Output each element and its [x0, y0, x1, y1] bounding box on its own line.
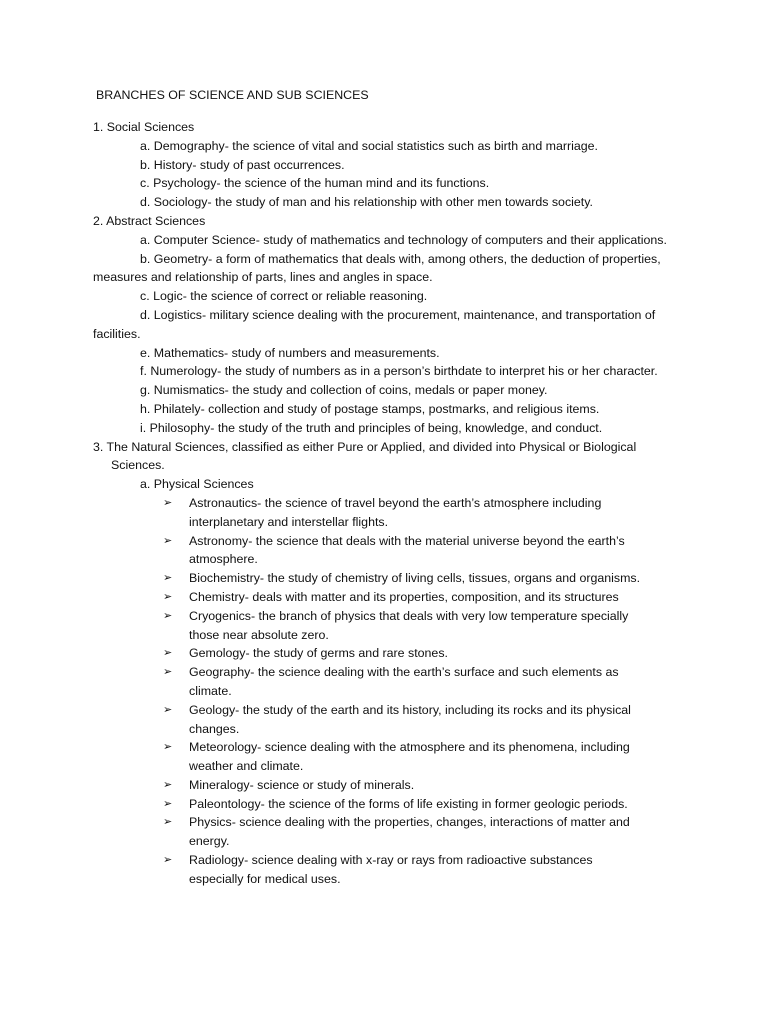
list-item-text: Mineralogy- science or study of minerals. [189, 777, 415, 792]
list-item: d. Sociology- the study of man and his relationship with other men towards society. [140, 195, 593, 210]
list-item [93, 701, 683, 739]
list-item [93, 532, 683, 570]
subheading-physical-sciences: a. Physical Sciences [140, 477, 254, 492]
list-item: i. Philosophy- the study of the truth and principles of being, knowledge, and conduct. [140, 420, 603, 435]
list-item [93, 569, 683, 588]
list-item: h. Philately- collection and study of postage stamps, postmarks, and religious items. [140, 401, 600, 416]
arrow-bullet-icon: ➢ [163, 741, 173, 754]
list-item-text: Physics- science dealing with the properties, changes, interactions of matter and energy. [189, 815, 630, 849]
list-item: d. Logistics- military science dealing with the procurement, maintenance, and transportation of facilities. [93, 307, 656, 341]
list-item [93, 644, 683, 663]
arrow-bullet-icon: ➢ [163, 703, 173, 716]
list-item-text: Biochemistry- the study of chemistry of living cells, tissues, organs and organisms. [189, 571, 641, 586]
list-item: e. Mathematics- study of numbers and measurements. [140, 345, 440, 360]
list-item-text: Geography- the science dealing with the earth’s surface and such elements as climate. [189, 665, 619, 698]
arrow-bullet-icon: ➢ [163, 778, 173, 791]
list-item: g. Numismatics- the study and collection of coins, medals or paper money. [140, 383, 548, 398]
list-item-text: Meteorology- science dealing with the atmosphere and its phenomena, including weather and climate. [189, 740, 630, 774]
list-item-text: Geology- the study of the earth and its history, including its rocks and its physical changes. [189, 702, 631, 736]
list-item [93, 795, 683, 814]
document-title: BRANCHES OF SCIENCE AND SUB SCIENCES [96, 88, 369, 102]
arrow-bullet-icon: ➢ [163, 816, 173, 829]
list-item: a. Computer Science- study of mathematics and technology of computers and their applications. [140, 232, 667, 247]
arrow-bullet-icon: ➢ [163, 797, 173, 810]
list-item: a. Demography- the science of vital and social statistics such as birth and marriage. [140, 138, 598, 153]
arrow-bullet-icon: ➢ [163, 854, 173, 867]
list-item [93, 588, 683, 607]
list-item-text: Paleontology- the science of the forms of life existing in former geologic periods. [189, 796, 628, 811]
arrow-bullet-icon: ➢ [163, 590, 173, 603]
list-item-text: Astronautics- the science of travel beyond the earth’s atmosphere including interplanetary and interstellar flights. [189, 495, 602, 529]
list-item [93, 494, 683, 532]
list-item-text: Chemistry- deals with matter and its properties, composition, and its structures [189, 589, 619, 604]
arrow-bullet-icon: ➢ [163, 666, 173, 679]
section-heading-social-sciences: 1. Social Sciences [93, 120, 195, 134]
list-item: c. Logic- the science of correct or reliable reasoning. [140, 289, 428, 304]
arrow-bullet-icon: ➢ [163, 496, 173, 509]
list-item [93, 851, 683, 889]
list-item-text: Cryogenics- the branch of physics that deals with very low temperature specially those near absolute zero. [189, 608, 629, 642]
arrow-bullet-icon: ➢ [163, 572, 173, 585]
list-item [93, 738, 683, 776]
list-item [93, 663, 683, 701]
arrow-bullet-icon: ➢ [163, 609, 173, 622]
list-item [93, 813, 683, 851]
section-heading-abstract-sciences: 2. Abstract Sciences [93, 213, 206, 228]
list-item: b. History- study of past occurrences. [140, 157, 345, 172]
document-body [93, 118, 683, 889]
list-item-text: Radiology- science dealing with x-ray or rays from radioactive substances especially for medical uses. [189, 853, 593, 886]
section-heading-natural-sciences: 3. The Natural Sciences, classified as either Pure or Applied, and divided into Physical or Biological Sciences. [93, 439, 637, 473]
list-item [93, 776, 683, 795]
list-item-text: Astronomy- the science that deals with the material universe beyond the earth’s atmosphere. [189, 533, 625, 567]
list-item: f. Numerology- the study of numbers as in a person’s birthdate to interpret his or her character. [140, 364, 658, 379]
physical-sciences-list [93, 494, 683, 889]
list-item: b. Geometry- a form of mathematics that deals with, among others, the deduction of properties, measures and relationship of parts, lines and angles in space. [93, 251, 661, 285]
list-item-text: Gemology- the study of germs and rare stones. [189, 646, 448, 661]
arrow-bullet-icon: ➢ [163, 647, 173, 660]
list-item [93, 607, 683, 645]
arrow-bullet-icon: ➢ [163, 534, 173, 547]
list-item: c. Psychology- the science of the human mind and its functions. [140, 176, 490, 191]
